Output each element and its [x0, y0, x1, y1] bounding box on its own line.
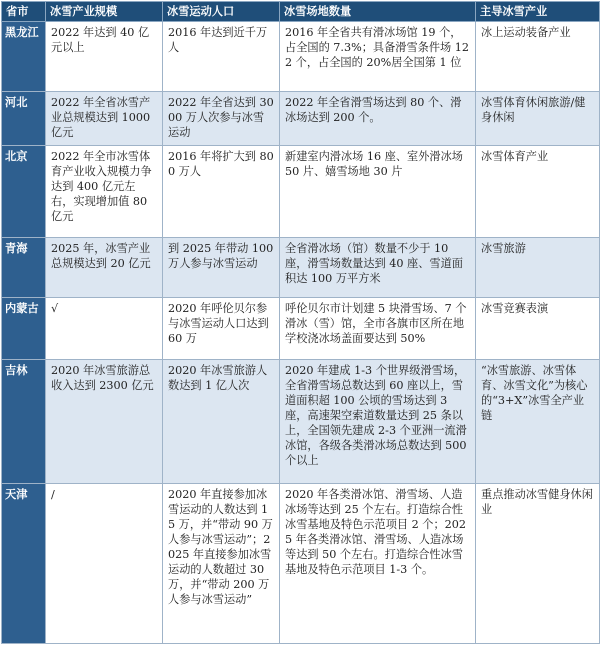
province-cell: 青海: [2, 238, 46, 298]
table-row: [2, 360, 600, 484]
leading-industry-cell: 重点推动冰雪健身休闲业: [476, 484, 600, 644]
header-venue-count: 冰雪场地数量: [280, 2, 476, 22]
ice-snow-industry-table: [1, 1, 600, 644]
sports-population-cell: 2022 年全省达到 3000 万人次参与冰雪运动: [163, 92, 280, 146]
leading-industry-cell: 冰雪竞赛表演: [476, 298, 600, 360]
sports-population-cell: 2020 年冰雪旅游人数达到 1 亿人次: [163, 360, 280, 484]
industry-scale-cell: √: [46, 298, 163, 360]
table-row: [2, 146, 600, 238]
leading-industry-cell: 冰上运动装备产业: [476, 22, 600, 92]
province-cell: 吉林: [2, 360, 46, 484]
venue-count-cell: 新建室内滑冰场 16 座、室外滑冰场 50 片、嬉雪场地 30 片: [280, 146, 476, 238]
venue-count-cell: 全省滑冰场（馆）数量不少于 10 座，滑雪场数量达到 40 座、雪道面积达 100 万平方米: [280, 238, 476, 298]
sports-population-cell: 2020 年直接参加冰雪运动的人数达到 15 万，并“带动 90 万人参与冰雪运动”；2025 年直接参加冰雪运动的人数超过 30 万，并“带动 200 万人参与冰雪运动”: [163, 484, 280, 644]
industry-scale-cell: 2022 年达到 40 亿元以上: [46, 22, 163, 92]
leading-industry-cell: 冰雪旅游: [476, 238, 600, 298]
header-industry-scale: 冰雪产业规模: [46, 2, 163, 22]
industry-scale-cell: 2025 年，冰雪产业总规模达到 20 亿元: [46, 238, 163, 298]
table-header: [2, 2, 600, 22]
venue-count-cell: 2022 年全省滑雪场达到 80 个、滑冰场达到 200 个。: [280, 92, 476, 146]
leading-industry-cell: “冰雪旅游、冰雪体育、冰雪文化”为核心的“3+X”冰雪全产业链: [476, 360, 600, 484]
province-cell: 北京: [2, 146, 46, 238]
province-cell: 天津: [2, 484, 46, 644]
province-cell: 河北: [2, 92, 46, 146]
header-row: [2, 2, 600, 22]
venue-count-cell: 2020 年各类滑冰馆、滑雪场、人造冰场等达到 25 个左右。打造综合性冰雪基地及特色示范项目 2 个；2025 年各类滑冰馆、滑雪场、人造冰场等达到 50 个左右。打造综合性冰雪基地及特色示范项目 1-3 个。: [280, 484, 476, 644]
sports-population-cell: 2016 年将扩大到 800 万人: [163, 146, 280, 238]
sports-population-cell: 2016 年达到近千万人: [163, 22, 280, 92]
province-cell: 黑龙江: [2, 22, 46, 92]
header-sports-population: 冰雪运动人口: [163, 2, 280, 22]
leading-industry-cell: 冰雪体育产业: [476, 146, 600, 238]
header-province: 省市: [2, 2, 46, 22]
table-row: [2, 238, 600, 298]
industry-scale-cell: 2022 年全市冰雪体育产业收入规模力争达到 400 亿元左右，实现增加值 80 亿元: [46, 146, 163, 238]
sports-population-cell: 到 2025 年带动 100 万人参与冰雪运动: [163, 238, 280, 298]
industry-scale-cell: 2020 年冰雪旅游总收入达到 2300 亿元: [46, 360, 163, 484]
venue-count-cell: 2016 年全省共有滑冰场馆 19 个，占全国的 7.3%；具备滑雪条件场 122 个，占全国的 20%居全国第 1 位: [280, 22, 476, 92]
industry-scale-cell: 2022 年全省冰雪产业总规模达到 1000 亿元: [46, 92, 163, 146]
table-body: [2, 22, 600, 644]
province-cell: 内蒙古: [2, 298, 46, 360]
venue-count-cell: 2020 年建成 1-3 个世界级滑雪场，全省滑雪场总数达到 60 座以上，雪道面积超 100 公顷的雪场达到 3 座，高速架空索道数量达到 25 条以上，全国领先建成 2-3 个亚洲一流滑冰馆，各级各类滑冰场总数达到 500 个以上: [280, 360, 476, 484]
header-leading-industry: 主导冰雪产业: [476, 2, 600, 22]
industry-scale-cell: /: [46, 484, 163, 644]
leading-industry-cell: 冰雪体育休闲旅游/健身休闲: [476, 92, 600, 146]
table-row: [2, 298, 600, 360]
table-row: [2, 92, 600, 146]
table-row: [2, 484, 600, 644]
venue-count-cell: 呼伦贝尔市计划建 5 块滑雪场、7 个滑冰（雪）馆，全市各旗市区所在地学校浇冰场盖面要达到 50%: [280, 298, 476, 360]
table-row: [2, 22, 600, 92]
sports-population-cell: 2020 年呼伦贝尔参与冰雪运动人口达到 60 万: [163, 298, 280, 360]
